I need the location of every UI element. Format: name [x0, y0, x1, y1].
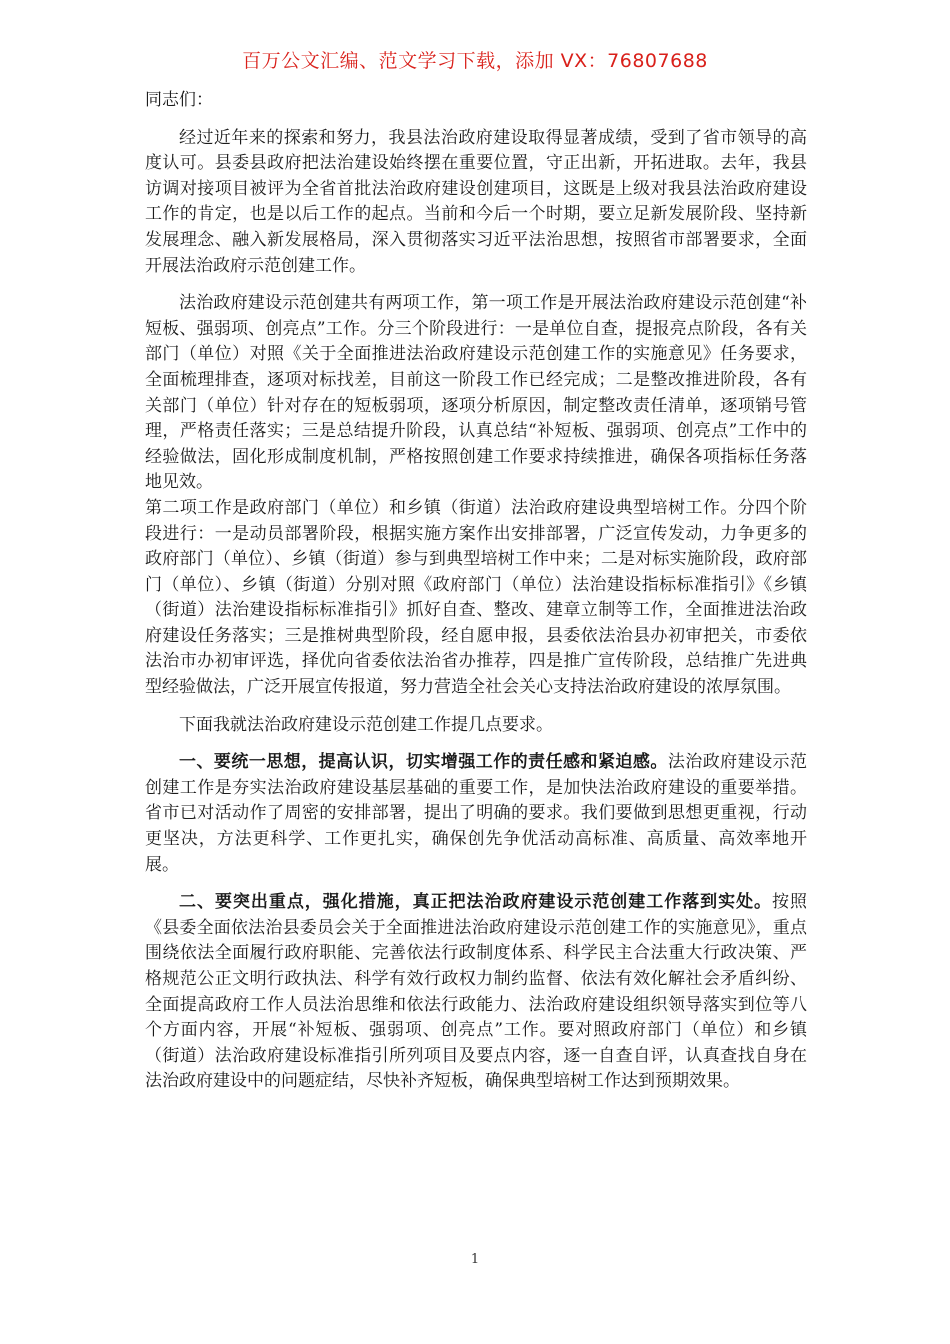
paragraph-second-task: 第二项工作是政府部门（单位）和乡镇（街道）法治政府建设典型培树工作。分四个阶段进行：一是动员部署阶段，根据实施方案作出安排部署，广泛宣传发动，力争更多的政府部门（单位）、乡镇（街道）参与到典型培树工作中来；二是对标实施阶段，政府部门（单位）、乡镇（街道）分别对照《政府部门（单位）法治建设指标标准指引》《乡镇（街道）法治建设指标标准指引》抓好自查、整改、建章立制等工作，全面推进法治政府建设任务落实；三是推树典型阶段，经自愿申报，县委依法治县办初审把关，市委依法治市办初审评选，择优向省委依法治省办推荐，四是推广宣传阶段，总结推广先进典型经验做法，广泛开展宣传报道，努力营造全社会关心支持法治政府建设的浓厚氛围。: [145, 497, 807, 698]
paragraph-requirement-two: [145, 890, 807, 1095]
paragraph-requirement-one: [145, 750, 807, 878]
document-body: [145, 88, 807, 1107]
paragraph-first-task: 法治政府建设示范创建共有两项工作，第一项工作是开展法治政府建设示范创建“补短板、强弱项、创亮点”工作。分三个阶段进行：一是单位自查，提报亮点阶段，各有关部门（单位）对照《关于全面推进法治政府建设示范创建工作的实施意见》任务要求，全面梳理排查，逐项对标找差，目前这一阶段工作已经完成；二是整改推进阶段，各有关部门（单位）针对存在的短板弱项，逐项分析原因，制定整改责任清单，逐项销号管理，严格责任落实；三是总结提升阶段，认真总结“补短板、强弱项、创亮点”工作中的经验做法，固化形成制度机制，严格按照创建工作要求持续推进，确保各项指标任务落地见效。: [145, 293, 807, 493]
page-number: 1: [470, 1252, 480, 1267]
paragraph-requirements-intro: 下面我就法治政府建设示范创建工作提几点要求。: [179, 714, 553, 735]
requirement-two-text: 按照《县委全面依法治县委员会关于全面推进法治政府建设示范创建工作的实施意见》，重点围绕依法全面履行政府职能、完善依法行政制度体系、科学民主合法重大行政决策、严格规范公正文明行政执法、科学有效行政权力制约监督、依法有效化解社会矛盾纠纷、全面提高政府工作人员法治思维和依法行政能力、法治政府建设组织领导落实到位等八个方面内容，开展“补短板、强弱项、创亮点”工作。要对照政府部门（单位）和乡镇（街道）法治政府建设标准指引所列项目及要点内容，逐一自查自评，认真查找自身在法治政府建设中的问题症结，尽快补齐短板，确保典型培树工作达到预期效果。: [145, 892, 808, 1092]
requirement-one-text: 法治政府建设示范创建工作是夯实法治政府建设基层基础的重要工作，是加快法治政府建设的重要举措。省市已对活动作了周密的安排部署，提出了明确的要求。我们要做到思想更重视，行动更坚决，方法更科学、工作更扎实，确保创先争优活动高标准、高质量、高效率地开展。: [145, 752, 808, 875]
requirement-one-heading: 一、要统一思想，提高认识，切实增强工作的责任感和紧迫感。: [179, 752, 668, 773]
header-banner: 百万公文汇编、范文学习下载，添加 VX：76807688: [242, 50, 708, 72]
salutation: 同志们：: [145, 90, 213, 110]
paragraph-intro: 经过近年来的探索和努力，我县法治政府建设取得显著成绩，受到了省市领导的高度认可。县委县政府把法治建设始终摆在重要位置，守正出新，开拓进取。去年，我县访调对接项目被评为全省首批法治政府建设创建项目，这既是上级对我县法治政府建设工作的肯定，也是以后工作的起点。当前和今后一个时期，要立足新发展阶段、坚持新发展理念、融入新发展格局，深入贯彻落实习近平法治思想，按照省市部署要求，全面开展法治政府示范创建工作。: [145, 127, 807, 276]
requirement-two-heading: 二、要突出重点，强化措施，真正把法治政府建设示范创建工作落到实处。: [179, 892, 773, 913]
